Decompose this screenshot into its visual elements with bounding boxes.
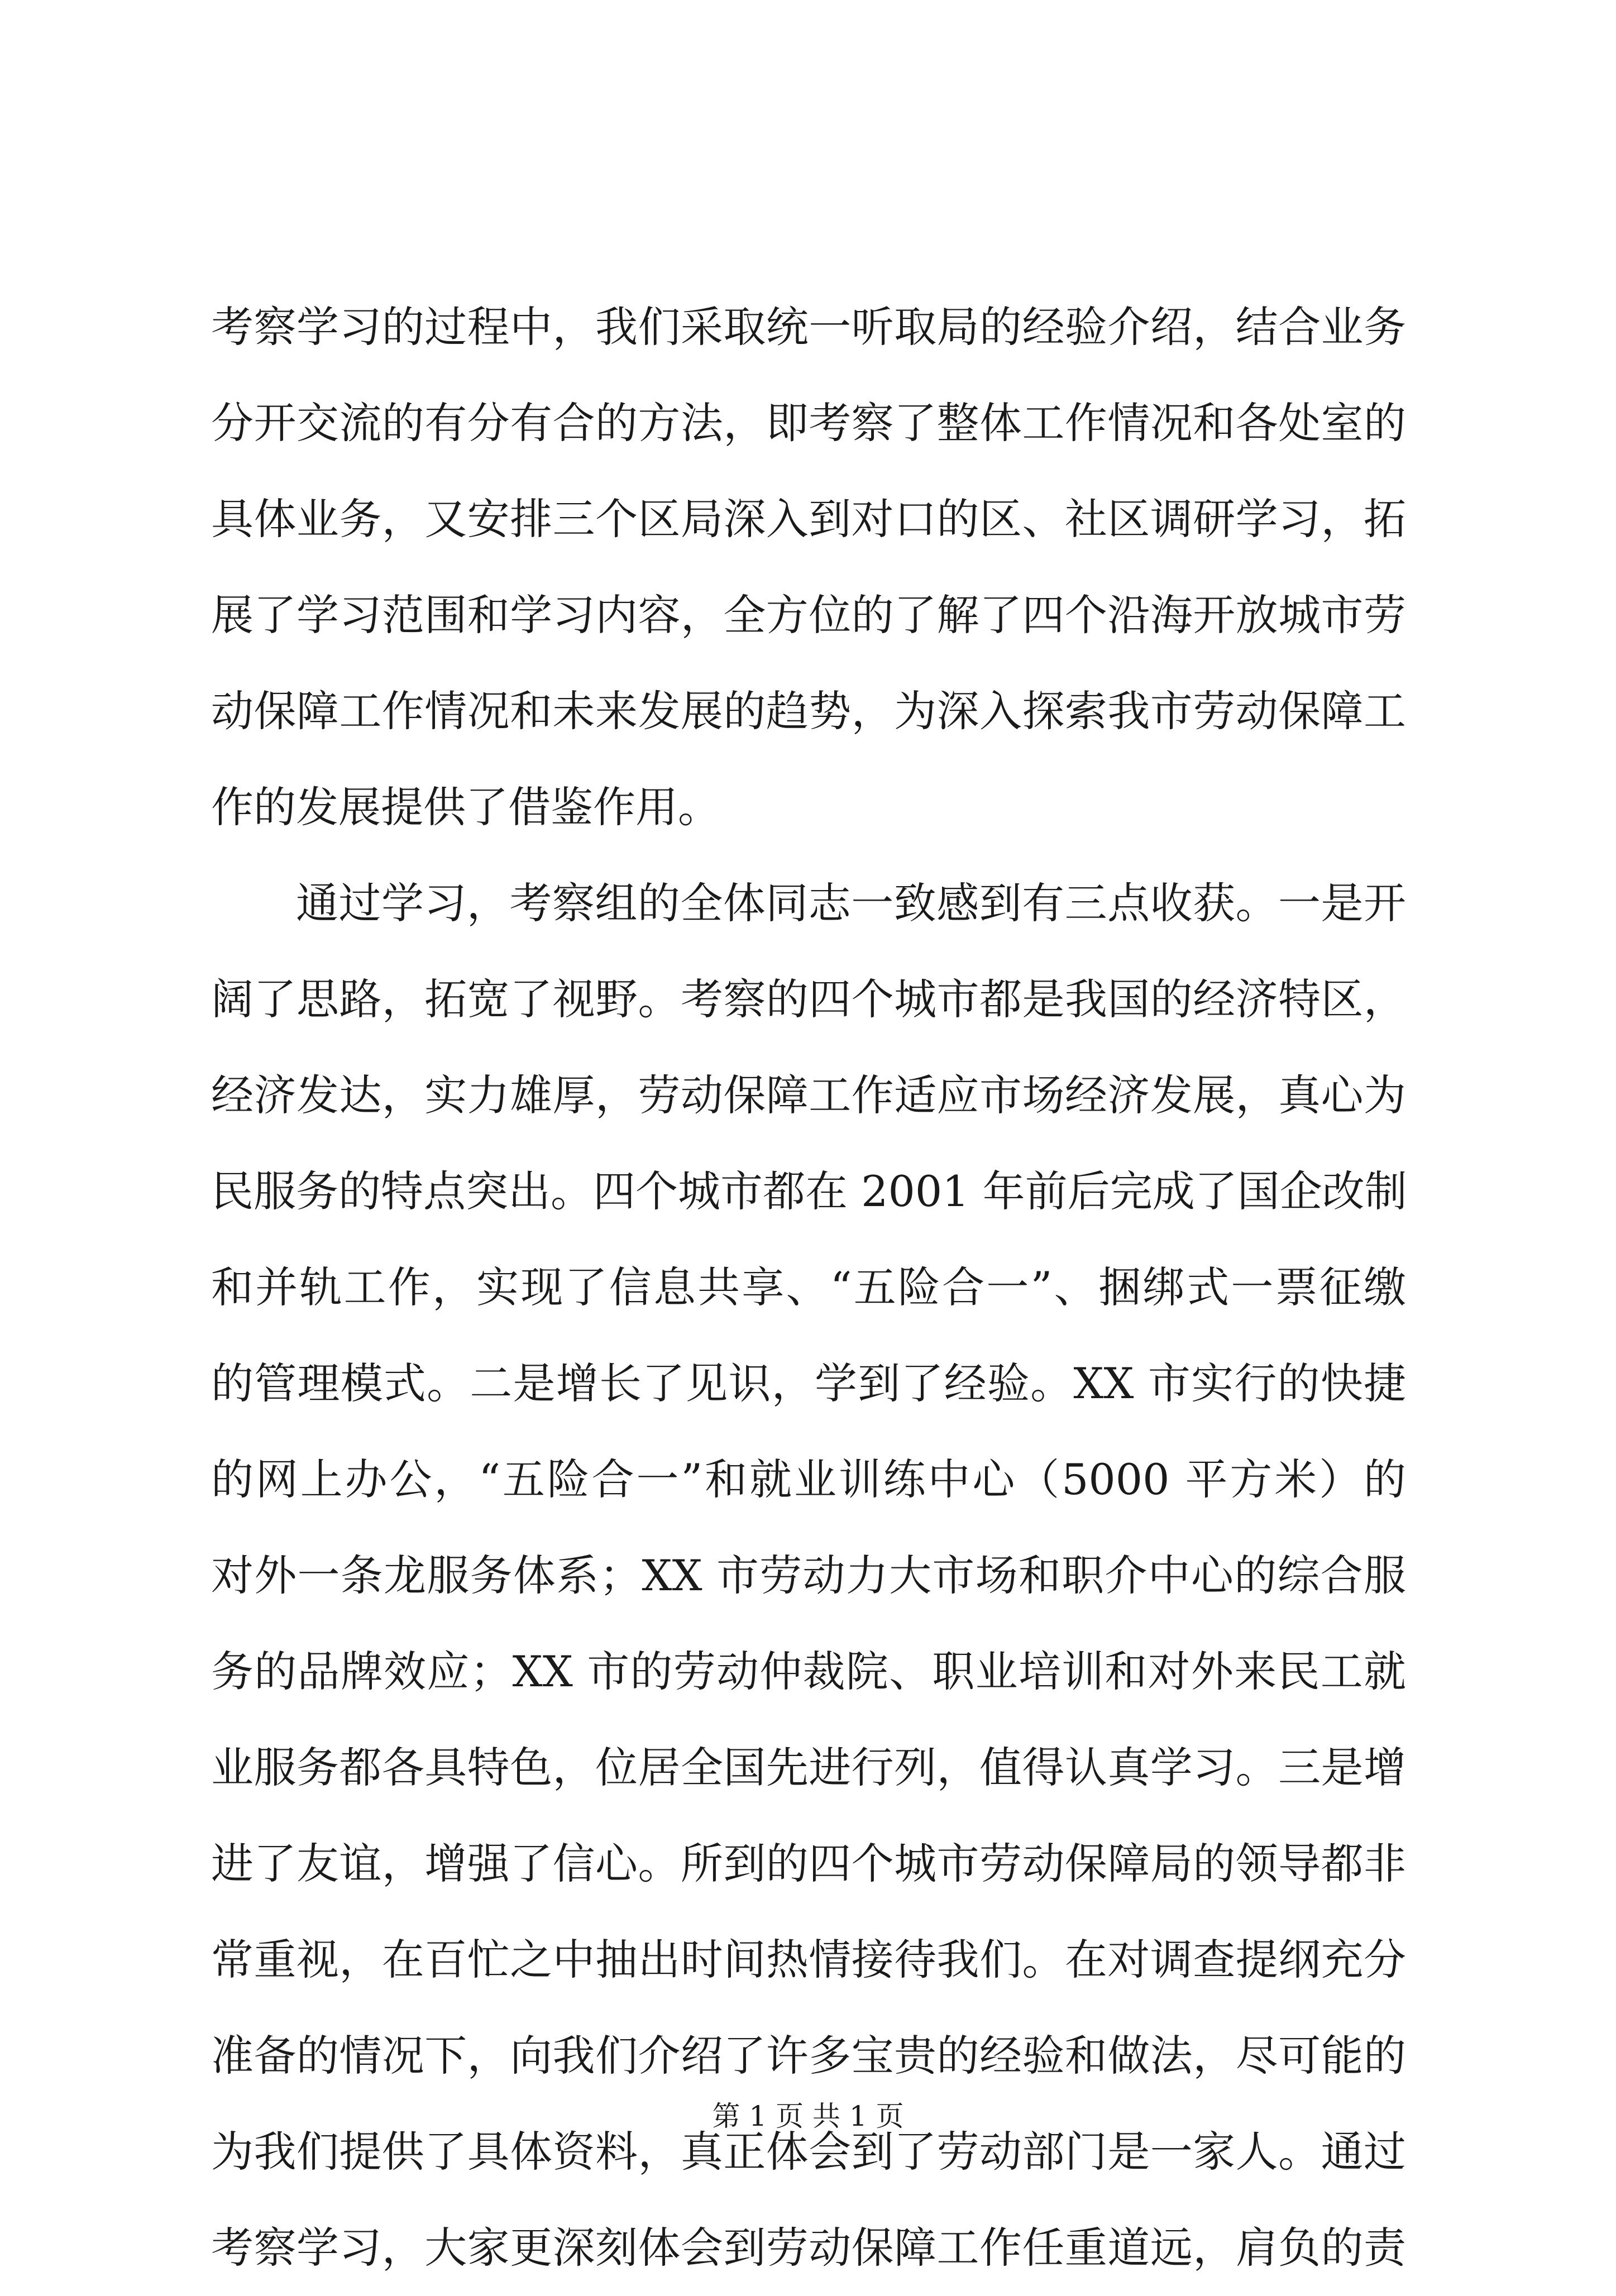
text-line: 的网上办公，“五险合一”和就业训练中心（5000 平方米）的 [211,1455,1406,1504]
text-line: 进了友谊，增强了信心。所到的四个城市劳动保障局的领导都非 [211,1839,1406,1888]
page-footer [0,2097,1616,2136]
paragraph-1 [211,279,1406,855]
text-line: 具体业务，又安排三个区局深入到对口的区、社区调研学习，拓 [211,494,1406,544]
text-line: 动保障工作情况和未来发展的趋势，为深入探索我市劳动保障工 [211,686,1406,736]
text-line: 通过学习，考察组的全体同志一致感到有三点收获。一是开 [296,878,1406,928]
text-line: 常重视，在百忙之中抽出时间热情接待我们。在对调查提纲充分 [211,1935,1406,1984]
text-line: 经济发达，实力雄厚，劳动保障工作适应市场经济发展，真心为 [211,1070,1406,1120]
text-line: 分开交流的有分有合的方法，即考察了整体工作情况和各处室的 [211,398,1406,448]
text-line: 准备的情况下，向我们介绍了许多宝贵的经验和做法，尽可能的 [211,2031,1406,2080]
paragraph-2 [211,855,1406,2296]
text-line: 为我们提供了具体资料，真正体会到了劳动部门是一家人。通过 [211,2127,1406,2177]
text-line: 和并轨工作，实现了信息共享、“五险合一”、捆绑式一票征缴 [211,1262,1406,1312]
text-line: 考察学习，大家更深刻体会到劳动保障工作任重道远，肩负的责 [211,2223,1406,2273]
text-line: 展了学习范围和学习内容，全方位的了解了四个沿海开放城市劳 [211,590,1406,640]
text-line: 业服务都各具特色，位居全国先进行列，值得认真学习。三是增 [211,1743,1406,1792]
text-line: 阔了思路，拓宽了视野。考察的四个城市都是我国的经济特区， [211,974,1406,1024]
text-line: 的管理模式。二是增长了见识，学到了经验。XX 市实行的快捷 [211,1359,1406,1408]
text-line: 作的发展提供了借鉴作用。 [211,782,720,832]
text-line: 对外一条龙服务体系；XX 市劳动力大市场和职介中心的综合服 [211,1551,1406,1600]
document-body [211,279,1406,2296]
text-line: 考察学习的过程中，我们采取统一听取局的经验介绍，结合业务 [211,302,1406,352]
text-line: 民服务的特点突出。四个城市都在 2001 年前后完成了国企改制 [211,1166,1407,1216]
page-number-text: 第 1 页 共 1 页 [712,2100,904,2132]
text-line: 务的品牌效应；XX 市的劳动仲裁院、职业培训和对外来民工就 [211,1647,1406,1696]
